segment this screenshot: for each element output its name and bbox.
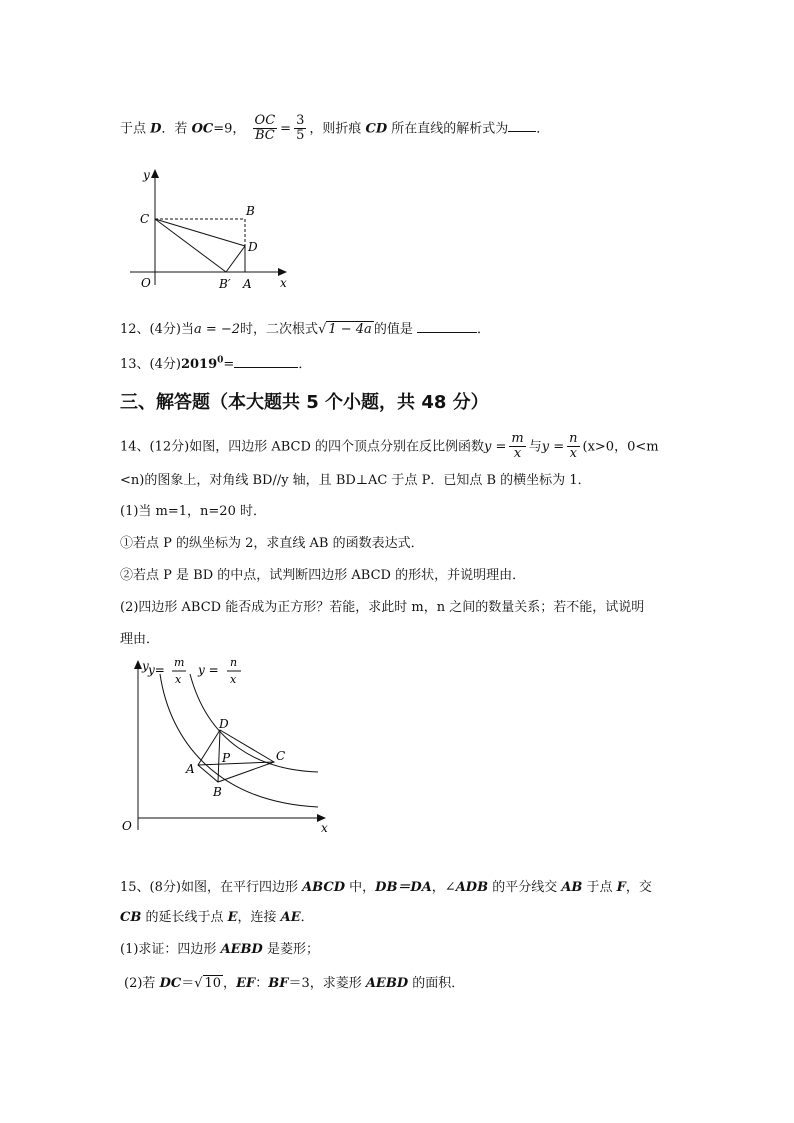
fig1-label-y: y: [143, 168, 150, 182]
q15-l4-pre: (2)若: [124, 976, 160, 991]
q11-frac2-den: 5: [296, 128, 305, 144]
q14-line7: 理由．: [120, 632, 160, 647]
q13: [120, 353, 311, 372]
q12-label: 12、(4分)当: [120, 322, 194, 337]
section-three-heading: 三、解答题（本大题共 5 个小题，共 48 分）: [120, 392, 489, 413]
q15-cb: CB: [120, 910, 142, 925]
fig2-label-x: x: [321, 821, 328, 835]
q15-line1: [120, 876, 652, 895]
fig2-label-d: D: [219, 717, 229, 731]
q14-line5: ②若点 P 是 BD 的中点，试判断四边形 ABCD 的形状，并说明理由．: [120, 568, 526, 583]
fig2-label-y: y: [142, 659, 149, 673]
q15-ae: AE: [280, 910, 301, 925]
q15-l2-end: ．: [300, 910, 314, 925]
q11-cd: CD: [365, 121, 388, 137]
q15-l1-end: ，交: [625, 880, 652, 895]
q12-end: ．: [476, 322, 490, 337]
fig2-label-f1-x: x: [175, 673, 182, 686]
q11-point-d: D: [150, 121, 162, 137]
q15-line2: [120, 906, 314, 925]
q11-frac2-num: 3: [296, 113, 305, 128]
q15-adb: ADB: [455, 880, 489, 895]
q15-l4-eq: ＝: [181, 976, 195, 991]
q15-l2-mid: 的延长线于点: [141, 910, 228, 925]
fig1-line-cd: [155, 219, 245, 246]
fig1-label-x: x: [280, 276, 287, 290]
q14-y1: y =: [484, 439, 507, 455]
q14-frac-m-x: [509, 432, 525, 462]
fig2-label-f1-y: y=: [148, 663, 165, 677]
fig1-y-arrow: [151, 169, 159, 178]
q11-fraction-oc-bc: [253, 114, 278, 144]
q12-a-value: a = −2: [193, 322, 241, 337]
q14-frac-n: n: [569, 431, 578, 446]
fig2-label-f2-n: n: [230, 656, 238, 669]
fig2-label-c: C: [276, 749, 286, 763]
q14-and: 与: [528, 439, 542, 455]
q11-continuation: [120, 114, 549, 144]
q11-equals: =: [280, 121, 292, 137]
q15-l1-mid4: 于点: [582, 880, 617, 895]
figure-inverse-functions: [118, 652, 338, 842]
q11-frac-num: OC: [254, 113, 276, 128]
fig2-label-o: O: [122, 819, 132, 833]
q15-aebd: AEBD: [220, 942, 263, 957]
q11-text-dot: ．若: [161, 121, 192, 137]
q14-line4: ①若点 P 的纵坐标为 2，求直线 AB 的函数表达式．: [120, 536, 424, 551]
q14-line2: <n)的图象上，对角线 BD//y 轴，且 BD⊥AC 于点 P．已知点 B 的横坐标为 1．: [120, 473, 591, 488]
q13-end: ．: [298, 357, 312, 372]
fig1-x-arrow: [278, 268, 287, 276]
q12-radical: √ 1 − 4a: [318, 322, 372, 337]
q15-abcd: ABCD: [302, 880, 346, 895]
q13-answer-blank[interactable]: [234, 367, 298, 368]
q11-text-pre: 于点: [120, 121, 151, 137]
fig2-curve-n: [190, 674, 318, 772]
q11-fraction-3-5: [294, 114, 306, 144]
fig2-label-f1-m: m: [174, 656, 185, 669]
fig1-label-a: A: [243, 277, 252, 291]
fig1-line-cbp: [155, 219, 226, 272]
figure-fold-rectangle: [125, 165, 305, 295]
fig1-label-c: C: [140, 212, 150, 226]
q15-l4-mid3: ＝3，求菱形: [288, 976, 366, 991]
fig2-curve-m: [160, 674, 318, 807]
q15-l4-mid2: ：: [255, 976, 269, 991]
fig1-label-b: B: [246, 204, 255, 218]
q15-line3: [120, 938, 319, 957]
q11-text-post2: 所在直线的解析式为: [387, 121, 509, 137]
q13-base: 2019: [180, 357, 218, 372]
q15-l3-pre: (1)求证：四边形: [120, 942, 221, 957]
q11-text-post: ，则折痕: [309, 121, 366, 137]
q14-line1: [120, 432, 659, 462]
q15-l3-end: 是菱形；: [262, 942, 319, 957]
q15-l1-mid: 中，: [345, 880, 376, 895]
fig2-label-f2-y: y =: [198, 663, 219, 677]
q12-post: 的值是: [373, 322, 413, 337]
q14-l1-post: (x>0，0<m: [582, 439, 659, 455]
q15-db-da: DB＝DA: [375, 880, 432, 895]
fig1-label-bprime: B′: [219, 277, 231, 291]
q14-frac-n-x: [567, 432, 579, 462]
q15-radical: √ 10: [194, 976, 222, 991]
q12: [120, 318, 490, 337]
fig2-label-p: P: [222, 751, 231, 765]
fig2-label-b: B: [213, 785, 222, 799]
q12-radicand: 1 − 4a: [328, 322, 372, 337]
q12-mid: 时，二次根式: [240, 322, 319, 337]
fig2-label-f2-x: x: [230, 673, 237, 686]
fig2-diag-ac: [198, 762, 274, 765]
q15-l1-mid3: 的平分线交: [488, 880, 562, 895]
q11-answer-blank[interactable]: [508, 131, 536, 132]
q15-aebd2: AEBD: [365, 976, 409, 991]
q11-eq9: =9，: [213, 121, 246, 137]
q13-equals: =: [223, 357, 235, 372]
q11-end: ．: [536, 121, 550, 137]
q14-line3: (1)当 m=1，n=20 时．: [120, 504, 266, 519]
q13-label: 13、(4分): [120, 357, 181, 372]
q14-frac-x2: x: [569, 446, 577, 462]
q13-exponent: 0: [217, 355, 224, 366]
fig2-diag-bd: [218, 730, 220, 782]
q15-l1-mid2: ，∠: [431, 880, 456, 895]
fig2-quad-abcd: [198, 730, 274, 782]
fig1-line-bpd: [226, 246, 245, 272]
q11-oc: OC: [191, 121, 214, 137]
fig1-label-o: O: [141, 276, 151, 290]
q14-y2: y =: [541, 439, 565, 455]
fig2-label-a: A: [186, 762, 195, 776]
q15-dc: DC: [159, 976, 182, 991]
q15-e: E: [227, 910, 238, 925]
fig2-y-arrow: [134, 660, 142, 669]
q15-ab: AB: [561, 880, 583, 895]
q14-frac-m: m: [511, 431, 524, 446]
q12-answer-blank[interactable]: [417, 332, 477, 333]
q15-l4-end: 的面积．: [408, 976, 465, 991]
q14-l1-pre: 14、(12分)如图，四边形 ABCD 的四个顶点分别在反比例函数: [120, 439, 485, 455]
q15-radicand: 10: [204, 976, 222, 991]
q15-bf: BF: [268, 976, 289, 991]
q15-f: F: [616, 880, 626, 895]
q15-l1-pre: 15、(8分)如图，在平行四边形: [120, 880, 303, 895]
q15-l2-mid2: ，连接: [237, 910, 281, 925]
q15-line4: [124, 972, 464, 991]
q14-frac-x: x: [513, 446, 522, 462]
q15-l4-mid: ，: [223, 976, 237, 991]
fig1-label-d: D: [248, 240, 258, 254]
q15-ef: EF: [236, 976, 256, 991]
q14-line6: (2)四边形 ABCD 能否成为正方形？若能，求此时 m，n 之间的数量关系；若不能，试说明: [120, 600, 645, 615]
q11-frac-den: BC: [254, 128, 275, 144]
